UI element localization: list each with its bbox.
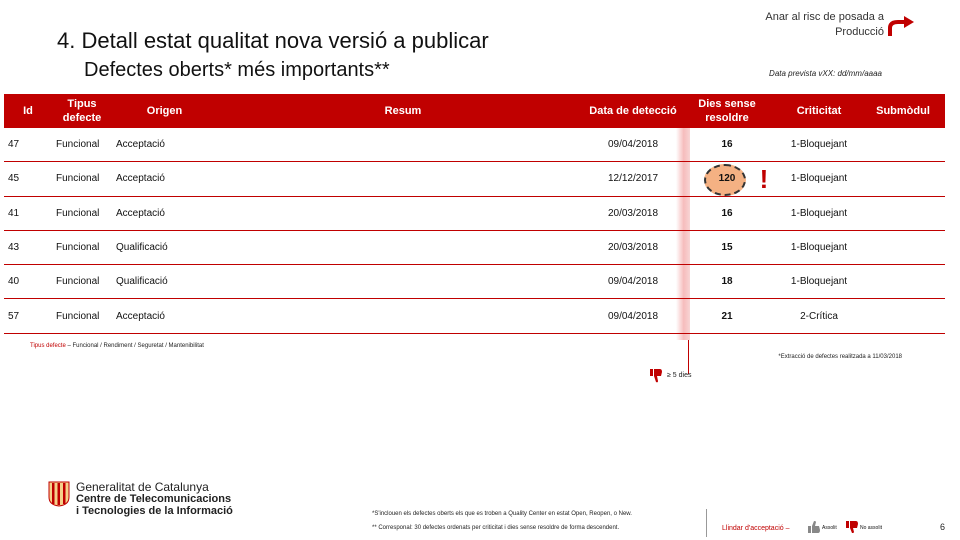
header-submodul: Submòdul (861, 94, 945, 128)
divider (706, 509, 707, 537)
table-row (4, 128, 945, 162)
cell-data: 09/04/2018 (589, 128, 677, 162)
cell-dies: 15 (677, 230, 777, 264)
table-row (4, 196, 945, 230)
cell-data: 20/03/2018 (589, 230, 677, 264)
defect-types-note (30, 343, 204, 349)
cell-data: 12/12/2017 (589, 162, 677, 196)
table-header-row (4, 94, 945, 128)
header-tipus: Tipus defecte (52, 94, 112, 128)
exclamation-icon: ! (759, 164, 769, 194)
logo-line-2: Centre de Telecomunicacions (76, 493, 232, 505)
cell-dies: 18 (677, 265, 777, 299)
slide-title: 4. Detall estat qualitat nova versió a publicar (57, 28, 489, 53)
risk-link[interactable]: Anar al risc de posada a Producció (765, 11, 884, 38)
cell-criticitat: 1-Bloquejant (777, 265, 861, 299)
table-row (4, 162, 945, 196)
header-criticitat: Criticitat (777, 94, 861, 128)
cell-submodul (861, 196, 945, 230)
header-data: Data de detecció (589, 94, 677, 128)
cell-dies (677, 162, 777, 196)
cell-data: 20/03/2018 (589, 196, 677, 230)
cell-criticitat: 2-Crítica (777, 299, 861, 333)
defects-table (4, 94, 945, 334)
cell-id: 43 (4, 230, 52, 264)
logo-text (76, 481, 233, 517)
cell-resum (217, 128, 589, 162)
threshold-marker-line (688, 340, 689, 374)
cell-resum (217, 196, 589, 230)
cell-dies-value: 120 (718, 173, 736, 185)
cell-id: 45 (4, 162, 52, 196)
cell-origen: Acceptació (112, 162, 217, 196)
cell-id: 41 (4, 196, 52, 230)
cell-dies: 16 (677, 196, 777, 230)
header-origen: Origen (112, 94, 217, 128)
cell-submodul (861, 230, 945, 264)
table-row (4, 299, 945, 333)
cell-dies: 21 (677, 299, 777, 333)
footnote-2: ** Corresponal: 30 defectes ordenats per criticitat i dies sense resoldre de forma descendent. (372, 525, 620, 531)
cell-origen: Qualificació (112, 265, 217, 299)
date-note: Data prevista vXX: dd/mm/aaaa (769, 69, 882, 78)
extraction-note: *Extracció de defectes realitzada a 11/03/2018 (778, 354, 902, 360)
cell-resum (217, 162, 589, 196)
cell-tipus: Funcional (52, 196, 112, 230)
cell-tipus: Funcional (52, 299, 112, 333)
logo-line-3: i Tecnologies de la Informació (76, 505, 233, 517)
table-row (4, 230, 945, 264)
cell-criticitat: 1-Bloquejant (777, 162, 861, 196)
cell-criticitat: 1-Bloquejant (777, 128, 861, 162)
cell-tipus: Funcional (52, 265, 112, 299)
legend-good-label: Assolit (822, 525, 837, 531)
cell-dies: 16 (677, 128, 777, 162)
slide-subtitle: Defectes oberts* més importants** (84, 59, 390, 81)
footnote-1: *S'inclouen els defectes oberts els que es troben a Quality Center en estat Open, Reopen, o New. (372, 511, 632, 517)
cell-data: 09/04/2018 (589, 265, 677, 299)
header-id: Id (4, 94, 52, 128)
cell-origen: Acceptació (112, 128, 217, 162)
curved-arrow-icon[interactable] (886, 14, 916, 38)
generalitat-logo-icon (48, 481, 70, 507)
cell-resum (217, 230, 589, 264)
cell-id: 57 (4, 299, 52, 333)
legend-bad-label: No assolit (860, 525, 882, 531)
cell-id: 40 (4, 265, 52, 299)
cell-origen: Qualificació (112, 230, 217, 264)
cell-origen: Acceptació (112, 196, 217, 230)
cell-submodul (861, 265, 945, 299)
defect-types-key: Tipus defecte (30, 343, 66, 349)
header-resum: Resum (217, 94, 589, 128)
cell-tipus: Funcional (52, 162, 112, 196)
cell-tipus: Funcional (52, 230, 112, 264)
cell-id: 47 (4, 128, 52, 162)
cell-origen: Acceptació (112, 299, 217, 333)
page-number: 6 (940, 522, 946, 532)
cell-data: 09/04/2018 (589, 299, 677, 333)
defect-types-values: – Funcional / Rendiment / Seguretat / Mantenibilitat (65, 343, 204, 349)
cell-resum (217, 299, 589, 333)
cell-submodul (861, 128, 945, 162)
thumb-down-icon (846, 521, 858, 533)
acceptance-threshold-label: Llindar d'acceptació – (722, 525, 790, 532)
threshold-label: ≥ 5 dies (667, 372, 692, 379)
cell-submodul (861, 299, 945, 333)
thumb-down-icon (650, 369, 662, 383)
thumb-up-icon (808, 521, 820, 533)
cell-tipus: Funcional (52, 128, 112, 162)
logo-line-1: Generalitat de Catalunya (76, 480, 209, 494)
cell-submodul (861, 162, 945, 196)
cell-criticitat: 1-Bloquejant (777, 230, 861, 264)
header-dies: Dies sense resoldre (677, 94, 777, 128)
table-row (4, 265, 945, 299)
cell-resum (217, 265, 589, 299)
cell-criticitat: 1-Bloquejant (777, 196, 861, 230)
